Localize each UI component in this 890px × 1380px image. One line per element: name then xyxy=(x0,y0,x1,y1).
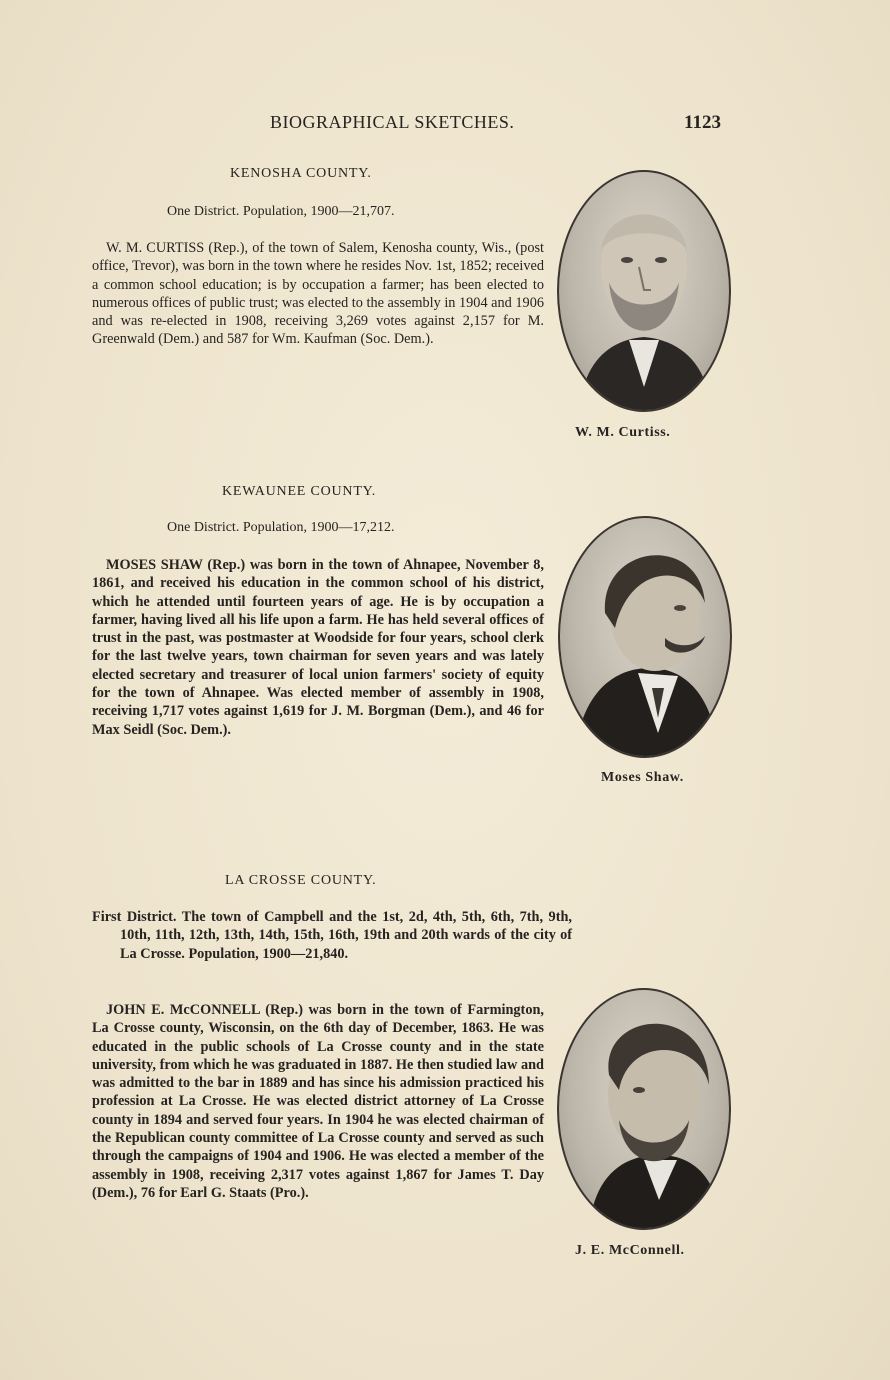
caption-mcconnell: J. E. McConnell. xyxy=(575,1243,685,1258)
county-heading-kewaunee: KEWAUNEE COUNTY. xyxy=(222,484,377,499)
portrait-shaw xyxy=(558,516,732,758)
portrait-mcconnell-image xyxy=(559,990,729,1228)
portrait-mcconnell xyxy=(557,988,731,1230)
page-number: 1123 xyxy=(684,112,721,133)
county-heading-la-crosse: LA CROSSE COUNTY. xyxy=(225,873,377,888)
district-la-crosse-first: First District. The town of Campbell and the 1st, 2d, 4th, 5th, 6th, 7th, 9th, 10th, 11th, 12th, 13th, 14th, 15th, 16th, 19th and 20th wards of the city of La Crosse. Population, 1900—21,840. xyxy=(92,909,572,962)
district-kewaunee: One District. Population, 1900—17,212. xyxy=(167,520,395,535)
county-heading-kenosha: KENOSHA COUNTY. xyxy=(230,166,372,181)
biography-mcconnell: JOHN E. McCONNELL (Rep.) was born in the town of Farmington, La Crosse county, Wisconsin, on the 6th day of December, 1863. He was educated in the public schools of La Crosse county and in the state university, from which he was graduated in 1887. He then studied law and was admitted to the bar in 1889 and has since his admission practiced his profession at La Crosse. He was elected district attorney of La Crosse county in 1894 and served four years. In 1904 he was elected chairman of the Republican county committee of La Crosse county and served as such through the campaigns of 1904 and 1906. He was elected a member of the assembly in 1908, receiving 2,317 votes against 1,867 for James T. Day (Dem.), 76 for Earl G. Staats (Pro.). xyxy=(92,1002,544,1201)
district-kenosha: One District. Population, 1900—21,707. xyxy=(167,204,395,219)
running-head: BIOGRAPHICAL SKETCHES. xyxy=(270,112,515,132)
caption-shaw: Moses Shaw. xyxy=(601,770,684,785)
portrait-curtiss-image xyxy=(559,172,729,410)
caption-curtiss: W. M. Curtiss. xyxy=(575,425,671,440)
portrait-shaw-image xyxy=(560,518,730,756)
biography-shaw: MOSES SHAW (Rep.) was born in the town of Ahnapee, November 8, 1861, and received his education in the common school of his district, which he attended until fourteen years of age. He is by occupation a farmer, having lived all his life upon a farm. He has held several offices of trust in the past, was postmaster at Woodside for four years, school clerk for the last twelve years, town chairman for seven years and was lately elected secretary and treasurer of local union farmers' society of equity for the town of Ahnapee. Was elected member of assembly in 1908, receiving 1,717 votes against 1,619 for J. M. Borgman (Dem.), and 46 for Max Seidl (Soc. Dem.). xyxy=(92,557,544,738)
biography-curtiss: W. M. CURTISS (Rep.), of the town of Salem, Kenosha county, Wis., (post office, Trevor), was born in the town where he resides Nov. 1st, 1852; received a common school education; is by occupation a farmer; has been elected to numerous offices of public trust; was elected to the assembly in 1904 and 1906 and was re-elected in 1908, receiving 3,269 votes against 2,157 for M. Greenwald (Dem.) and 587 for Wm. Kaufman (Soc. Dem.). xyxy=(92,240,544,348)
portrait-curtiss xyxy=(557,170,731,412)
